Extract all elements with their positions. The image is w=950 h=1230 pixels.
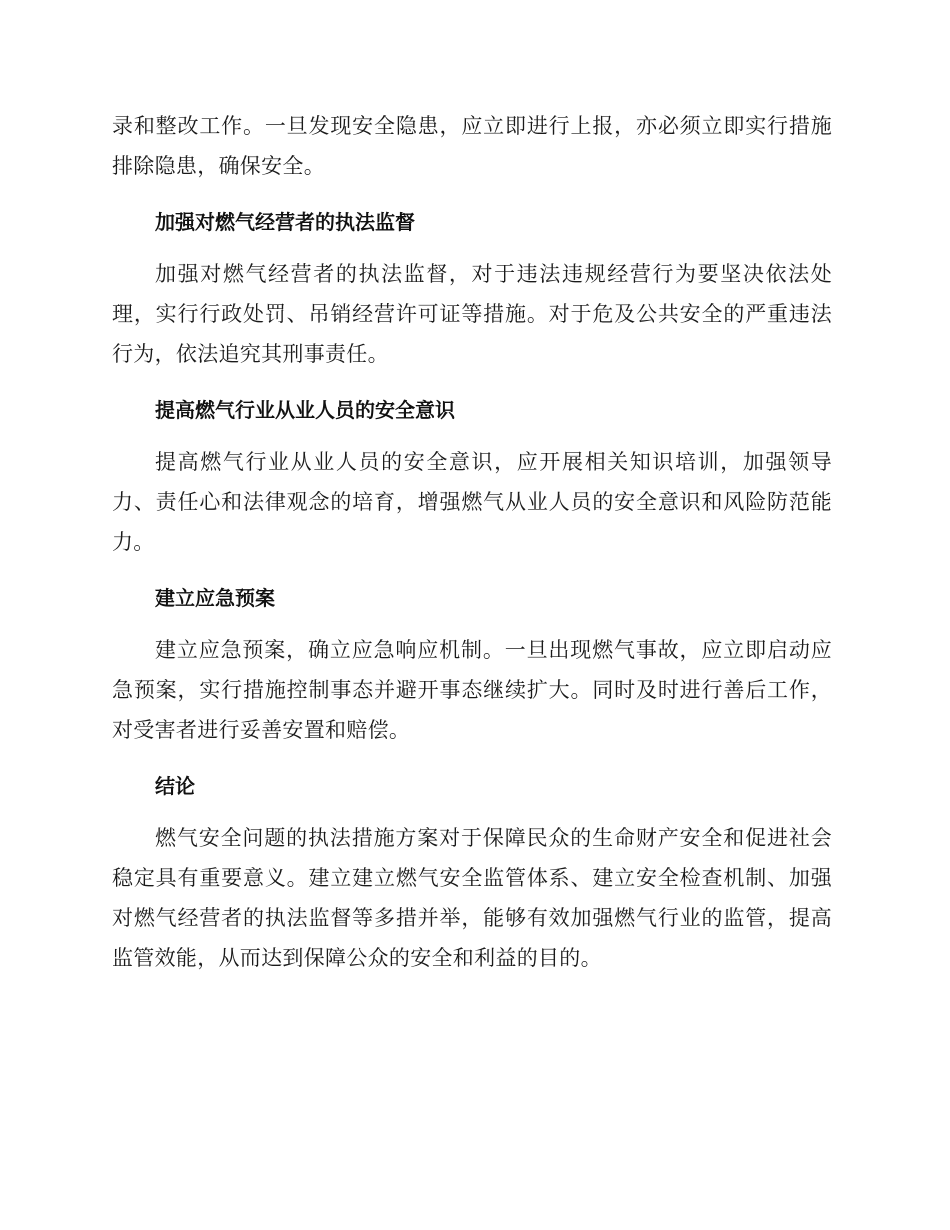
document-body bbox=[112, 106, 832, 996]
paragraph-continuation: 录和整改工作。一旦发现安全隐患，应立即进行上报，亦必须立即实行措施排除隐患，确保安全。 bbox=[112, 114, 832, 178]
section-heading-emergency-plan: 建立应急预案 bbox=[155, 586, 275, 610]
section-heading-safety-awareness: 提高燃气行业从业人员的安全意识 bbox=[155, 398, 455, 422]
section-heading-enforcement-supervision: 加强对燃气经营者的执法监督 bbox=[155, 210, 415, 234]
paragraph-emergency-plan: 建立应急预案，确立应急响应机制。一旦出现燃气事故，应立即启动应急预案，实行措施控制事态并避开事态继续扩大。同时及时进行善后工作，对受害者进行妥善安置和赔偿。 bbox=[112, 638, 832, 742]
section-heading-conclusion: 结论 bbox=[155, 774, 195, 798]
paragraph-enforcement-supervision: 加强对燃气经营者的执法监督，对于违法违规经营行为要坚决依法处理，实行行政处罚、吊销经营许可证等措施。对于危及公共安全的严重违法行为，依法追究其刑事责任。 bbox=[112, 262, 832, 366]
paragraph-safety-awareness: 提高燃气行业从业人员的安全意识，应开展相关知识培训，加强领导力、责任心和法律观念的培育，增强燃气从业人员的安全意识和风险防范能力。 bbox=[112, 450, 832, 554]
paragraph-conclusion: 燃气安全问题的执法措施方案对于保障民众的生命财产安全和促进社会稳定具有重要意义。建立建立燃气安全监管体系、建立安全检查机制、加强对燃气经营者的执法监督等多措并举，能够有效加强燃气行业的监管，提高监管效能，从而达到保障公众的安全和利益的目的。 bbox=[112, 826, 832, 970]
